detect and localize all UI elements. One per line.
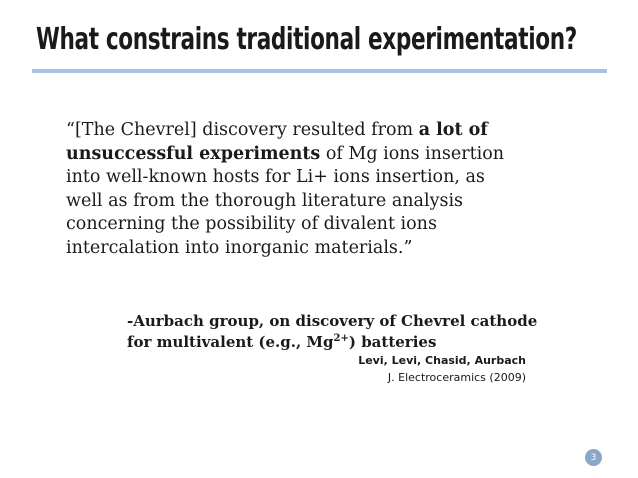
quote-line: intercalation into inorganic materials.”	[66, 237, 413, 258]
attribution-line: -Aurbach group, on discovery of Chevrel cathode	[127, 312, 538, 330]
quote-emphasis: a lot of	[418, 120, 488, 140]
quote-block	[66, 119, 546, 261]
quote-line	[66, 143, 546, 167]
quote-line: concerning the possibility of divalent ions	[66, 214, 437, 235]
citation	[358, 352, 526, 386]
quote-line	[66, 119, 546, 143]
quote-text: of Mg ions insertion	[320, 143, 505, 164]
charge-superscript: 2+	[333, 333, 349, 344]
citation-journal: J. Electroceramics (2009)	[387, 371, 526, 384]
quote-line: into well-known hosts for Li+ ions insertion, as	[66, 167, 485, 188]
slide-title: What constrains traditional experimentation?	[36, 22, 577, 57]
quote-emphasis: unsuccessful experiments	[66, 143, 321, 164]
quote-attribution	[127, 311, 547, 353]
attribution-text: for multivalent (e.g., Mg	[127, 333, 334, 351]
quote-text: “[The Chevrel] discovery resulted from	[66, 120, 419, 140]
attribution-text: ) batteries	[348, 333, 437, 351]
page-number-badge: 3	[585, 449, 602, 466]
attribution-line	[127, 332, 547, 353]
title-underline	[32, 69, 607, 73]
citation-authors: Levi, Levi, Chasid, Aurbach	[358, 354, 526, 367]
quote-line: well as from the thorough literature analysis	[66, 190, 464, 211]
